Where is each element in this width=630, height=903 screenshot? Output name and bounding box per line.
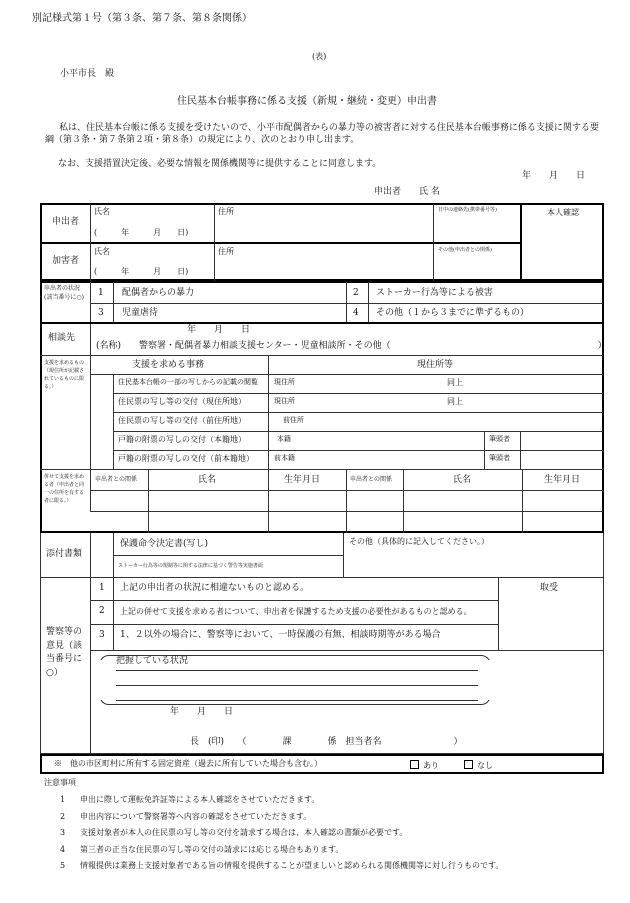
other-contact-label: その他(申出者との関係): [438, 247, 492, 253]
support-extra-4: 筆頭者: [489, 435, 510, 443]
situation-label: 把握している状況: [116, 656, 189, 666]
date-line: 年 月 日: [522, 171, 586, 181]
abuser-address-label: 住所: [218, 247, 234, 256]
consult-date: 年 月 日: [187, 325, 251, 335]
applicant-birth: ( 年 月 日): [94, 228, 189, 237]
consent-text: なお、支援措置決定後、必要な情報を関係機関等に提供することに同意します。: [58, 159, 382, 169]
checkbox-yes[interactable]: [410, 760, 419, 769]
note-no-3: 3: [60, 828, 66, 837]
consult-label: 相談先: [48, 333, 76, 343]
police-item-3[interactable]: 1、２以外の場合に、警察等において、一時保護の有無、相談時期等がある場合: [120, 630, 441, 640]
police-item-1[interactable]: 上記の申出者の状況に相違ないものと認める。: [120, 583, 310, 593]
status-label: 申出者の状況(該当番号に○): [44, 285, 84, 301]
body-text: 私は、住民基本台帳に係る支援を受けたいので、小平市配偶者からの暴力等の被害者に対する住民基本台帳事務に係る支援に関する要綱（第３条・第７条第２項・第８条）の規定により、次のとおり申し出ます。: [45, 123, 599, 146]
support-head-item: 支援を求める事務: [132, 360, 205, 370]
note-3: 支援対象者が本人の住民票の写し等の交付を請求する場合は、本人確認の書類が必要です。: [80, 828, 408, 837]
status-no-1: 1: [98, 288, 104, 298]
applicant-address-label: 住所: [218, 207, 234, 216]
police-no-3: 3: [99, 630, 105, 640]
page-title: 住民基本台帳事務に係る支援（新規・継続・変更）申出書: [177, 96, 437, 107]
support-label: 支援を求めるもの（現住所が記載されているものに限る。）: [44, 360, 85, 390]
form-number: 別記様式第１号（第３条、第７条、第８条関係）: [32, 13, 252, 24]
support-extra-5: 筆頭者: [489, 454, 510, 462]
applicant-name-label: 氏名: [94, 207, 110, 216]
police-item-2[interactable]: 上記の併せて支援を求める者について、申出者を保護するため支援の必要性があるものと認める。: [120, 607, 472, 616]
note-1: 申出に際して運転免許証等による本人確認をさせていただきます。: [80, 795, 320, 804]
support-sub-3: 前住所: [283, 416, 304, 424]
police-signature: 長 (印) （ 課 係 担当者名 ）: [190, 737, 463, 747]
joint-relation-2: 申出者との関係: [350, 476, 393, 483]
status-item-3[interactable]: 児童虐待: [122, 308, 159, 318]
joint-name-2: 氏名: [453, 475, 472, 485]
support-item-5[interactable]: 戸籍の附票の写しの交付（前本籍地）: [118, 454, 254, 463]
support-item-2[interactable]: 住民票の写し等の交付（現住所地）: [118, 397, 246, 406]
attach-label: 添付書類: [46, 549, 83, 559]
support-val-2: 同上: [447, 397, 463, 406]
joint-birth-1: 生年月日: [284, 475, 321, 485]
note-4: 第三者の正当な住民票の写し等の交付の請求には応じる場合もあります。: [80, 845, 344, 854]
support-sub-5: 前本籍: [274, 454, 295, 462]
details-table: [40, 281, 604, 533]
status-no-2: 2: [353, 288, 359, 298]
checkbox-no[interactable]: [464, 760, 473, 769]
note-2: 申出内容について警察署等へ内容の確認をさせていただきます。: [80, 812, 312, 821]
applicant-signature: 申出者 氏 名: [374, 187, 440, 197]
support-item-4[interactable]: 戸籍の附票の写しの交付（本籍地）: [118, 435, 246, 444]
support-sub-4: 本籍: [277, 435, 291, 443]
police-no-1: 1: [99, 583, 105, 593]
police-no-2: 2: [99, 606, 105, 616]
side-label: (表): [312, 52, 327, 61]
property-text: ※ 他の市区町村に所有する固定資産（過去に所有していた場合も含む。）: [54, 759, 322, 768]
police-date: 年 月 日: [170, 707, 234, 717]
attach-other[interactable]: その他（具体的に記入してください。）: [349, 537, 489, 546]
status-no-3: 3: [98, 308, 104, 318]
applicant-label: 申出者: [52, 217, 80, 227]
note-no-5: 5: [60, 861, 66, 870]
property-yes-option[interactable]: あり: [410, 760, 439, 770]
identity-check-label: 本人確認: [547, 208, 579, 217]
support-val-1: 同上: [447, 378, 463, 387]
attach-item-2[interactable]: ストーカー行為等の規制等に関する法律に基づく警告等実施書面: [118, 563, 263, 569]
consult-name-line[interactable]: (名称) 警察署・配偶者暴力相談支援センター・児童相談所・その他（ ）: [96, 341, 607, 351]
joint-relation-1: 申出者との関係: [95, 476, 138, 483]
abuser-label: 加害者: [52, 256, 80, 266]
receipt-label: 取受: [540, 583, 559, 593]
note-no-1: 1: [60, 795, 66, 804]
attach-item-1[interactable]: 保護命令決定書(写し): [120, 539, 209, 549]
note-5: 情報提供は業務上支援対象者である旨の情報を提供することが望ましいと認められる関係機関等に対し行うものです。: [80, 861, 504, 870]
support-sub-1: 現住所: [274, 378, 295, 386]
support-item-1[interactable]: 住民基本台帳の一部の写しからの記載の閲覧: [118, 378, 258, 386]
addressee: 小平市長 殿: [60, 69, 115, 79]
note-no-4: 4: [60, 845, 66, 854]
note-no-2: 2: [60, 812, 66, 821]
support-sub-2: 現住所: [274, 397, 295, 405]
joint-birth-2: 生年月日: [544, 475, 581, 485]
status-no-4: 4: [353, 308, 359, 318]
police-label: 警察等の意見（該当番号に○）: [46, 627, 83, 678]
status-item-4[interactable]: その他（１から３までに準ずるもの）: [376, 308, 530, 318]
support-head-addr: 現住所等: [417, 360, 454, 370]
abuser-name-label: 氏名: [94, 247, 110, 256]
notes-title: 注意事項: [44, 778, 76, 787]
joint-name-1: 氏名: [198, 475, 217, 485]
property-no-option[interactable]: なし: [464, 760, 493, 770]
daytime-contact-label: 日中の連絡先(携帯番号等): [438, 207, 497, 213]
joint-label: 併せて支援を求める者（申出者と同一の住所を有する者に限る。）: [44, 474, 85, 504]
abuser-birth: ( 年 月 日): [94, 267, 189, 276]
status-item-2[interactable]: ストーカー行為等による被害: [376, 288, 493, 298]
status-item-1[interactable]: 配偶者からの暴力: [122, 288, 195, 298]
support-item-3[interactable]: 住民票の写し等の交付（前住所地）: [118, 416, 246, 425]
